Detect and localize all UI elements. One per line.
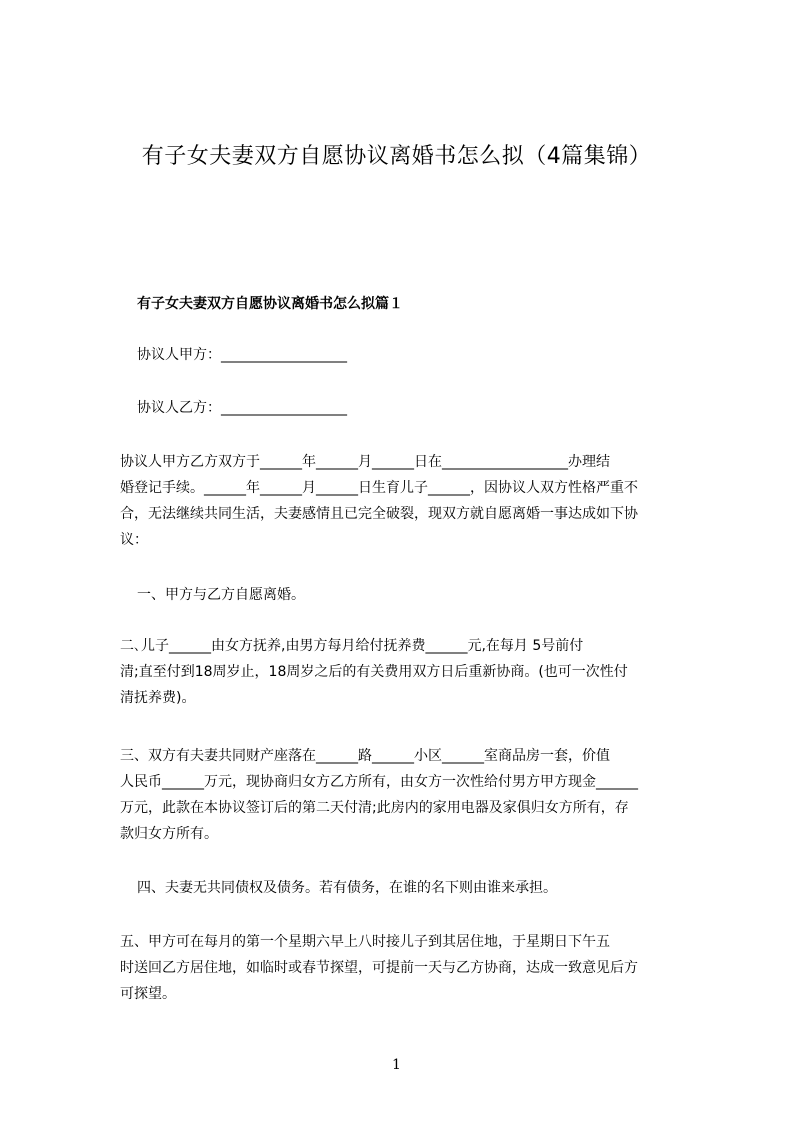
- clause-2-line: 清抚养费)。: [120, 690, 196, 706]
- party-a-field: 协议人甲方：__________________: [137, 347, 347, 363]
- intro-line: 婚登记手续。______年______月______日生育儿子______，因协议人双方性格严重不: [120, 480, 638, 496]
- clause-3-line: 款归女方所有。: [120, 826, 218, 842]
- intro-line: 合，无法继续共同生活，夫妻感情且已完全破裂，现双方就自愿离婚一事达成如下协: [120, 506, 638, 522]
- clause-5-line: 时送回乙方居住地，如临时或春节探望，可提前一天与乙方协商，达成一致意见后方: [120, 960, 638, 976]
- party-b-field: 协议人乙方：__________________: [137, 400, 347, 416]
- intro-paragraph: [120, 449, 705, 553]
- clause-4: 四、夫妻无共同债权及债务。若有债务，在谁的名下则由谁来承担。: [137, 880, 557, 896]
- clause-3-line: 三、双方有夫妻共同财产座落在______路______小区______室商品房一套，价值: [120, 748, 610, 764]
- clause-3-line: 人民币______万元，现协商归女方乙方所有，由女方一次性给付男方甲方现金______: [120, 774, 638, 790]
- clause-5-line: 五、甲方可在每月的第一个星期六早上八时接儿子到其居住地，于星期日下午五: [120, 934, 610, 950]
- document-title: 有子女夫妻双方自愿协议离婚书怎么拟（4篇集锦）: [141, 144, 652, 169]
- clause-2-line: 二､儿子______由女方抚养,由男方每月给付抚养费______元,在每月 5号前付: [120, 638, 584, 654]
- section-heading: 有子女夫妻双方自愿协议离婚书怎么拟篇１: [137, 296, 403, 312]
- intro-line: 协议人甲方乙方双方于______年______月______日在__________________办理结: [120, 454, 610, 470]
- clause-5-line: 可探望。: [120, 986, 176, 1002]
- intro-line: 议：: [120, 532, 148, 548]
- clause-3-line: 万元，此款在本协议签订后的第二天付清;此房内的家用电器及家俱归女方所有，存: [120, 800, 629, 816]
- clause-5-paragraph: [120, 929, 705, 1007]
- clause-2-line: 清;直至付到18周岁止，18周岁之后的有关费用双方日后重新协商。(也可一次性付: [120, 664, 628, 680]
- clause-2-paragraph: [120, 633, 705, 711]
- clause-1: 一、甲方与乙方自愿离婚。: [137, 587, 305, 603]
- clause-3-paragraph: [120, 743, 705, 847]
- page-number: 1: [392, 1057, 401, 1073]
